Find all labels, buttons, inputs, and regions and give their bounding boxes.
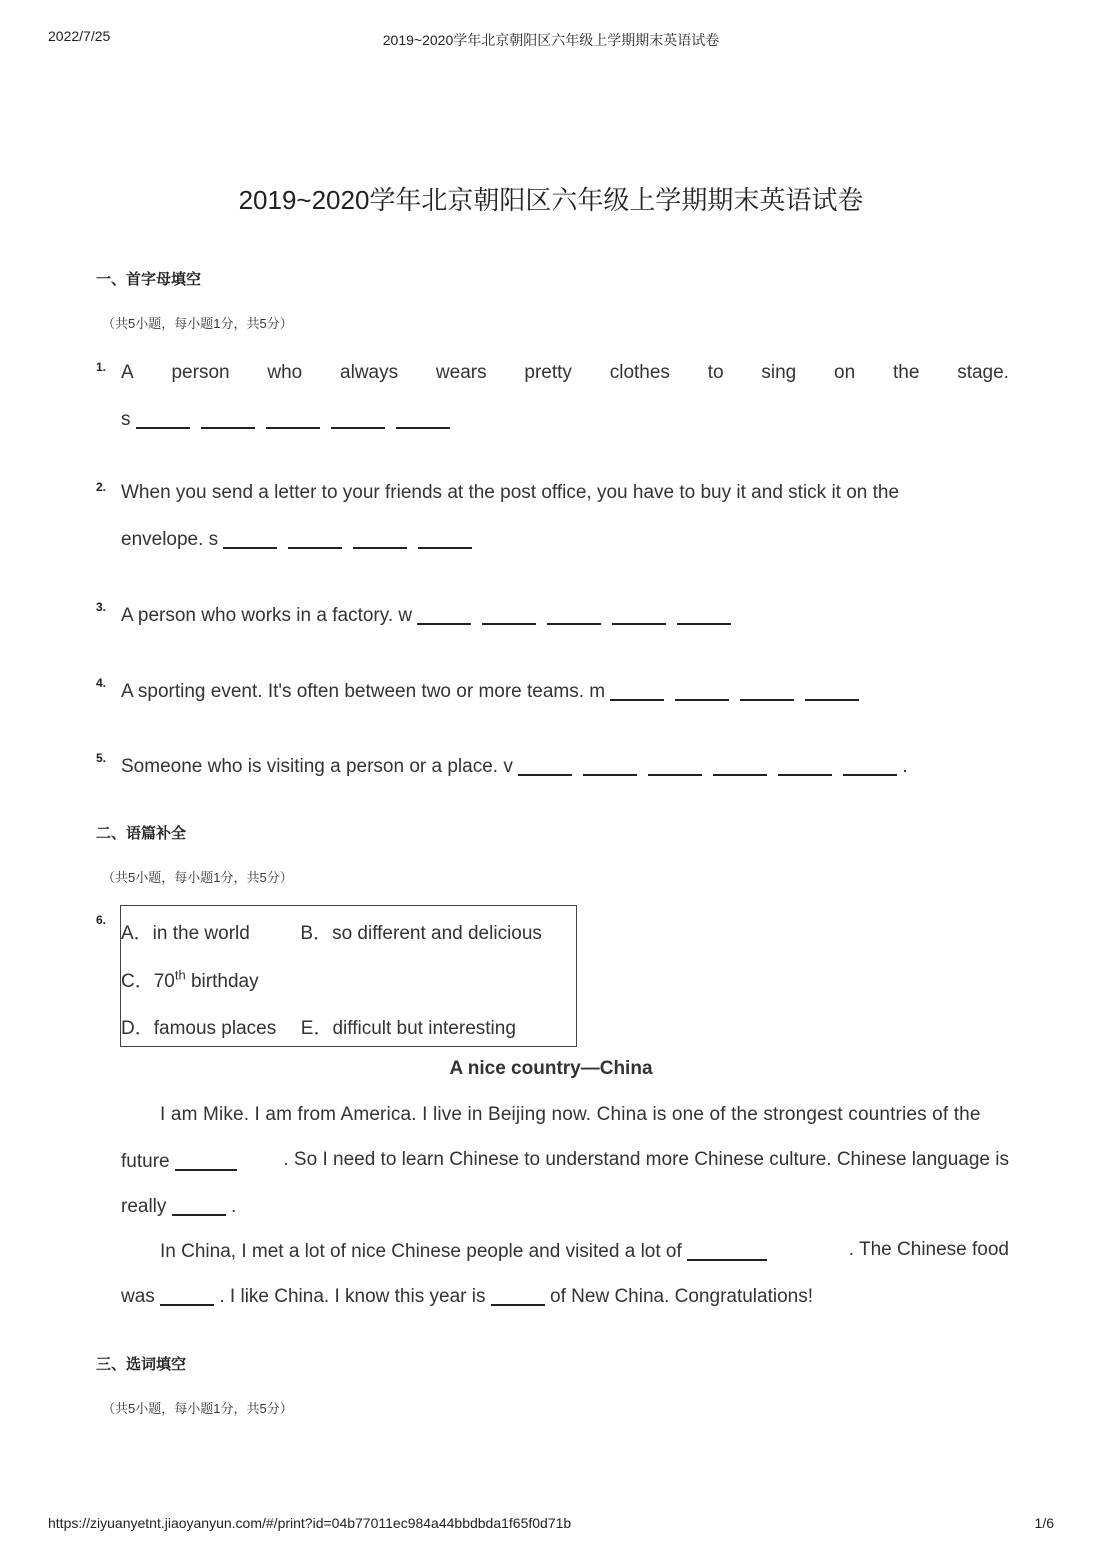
answer-blank[interactable] [612,603,666,625]
q1-line2 [121,407,450,431]
q2-line2 [121,527,472,551]
answer-blank[interactable] [713,754,767,776]
q1-word: clothes [609,362,670,383]
answer-blank[interactable] [136,407,190,429]
passage-text: . The Chinese food [848,1239,1009,1260]
q5-tail: . [902,756,908,777]
q5-text: Someone who is visiting a person or a place. v [121,756,513,777]
q5-line [121,754,908,778]
q1-word: who [267,362,303,383]
footer-page-number: 1/6 [1034,1515,1054,1531]
answer-blank[interactable] [547,603,601,625]
answer-blank[interactable] [201,407,255,429]
option-c: C．70th birthday [121,967,259,992]
answer-blank[interactable] [583,754,637,776]
section3-heading: 三、选词填空 [96,1356,187,1373]
answer-blank[interactable] [610,679,664,701]
answer-blank[interactable] [418,527,472,549]
answer-blank[interactable] [223,527,277,549]
q4-line [121,679,859,703]
answer-blank[interactable] [675,679,729,701]
page-title: 2019~2020学年北京朝阳区六年级上学期期末英语试卷 [238,185,864,215]
section2-heading: 二、语篇补全 [96,825,187,842]
section1-note: （共5小题，每小题1分，共5分） [102,316,293,331]
question-number: 4. [96,676,107,690]
q1-word: to [707,362,724,383]
options-row-3 [121,1013,516,1040]
q1-word: the [892,362,920,383]
answer-blank[interactable] [687,1239,767,1261]
passage-text: . So I need to learn Chinese to understand more Chinese culture. Chinese language is [283,1149,1009,1170]
passage-line [121,1284,1009,1308]
q1-line1 [121,362,1009,384]
answer-blank[interactable] [805,679,859,701]
q1-word: wears [435,362,487,383]
q2-initial: envelope. s [121,529,219,550]
section1-heading: 一、首字母填空 [96,271,202,288]
options-row-1 [121,918,542,945]
passage-text: . [230,1196,237,1217]
q2-line1: When you send a letter to your friends at the post office, you have to buy it and stick it on the [121,482,900,503]
header-date: 2022/7/25 [48,28,111,44]
option-b: B．so different and delicious [300,923,542,944]
question-number: 6. [96,913,107,927]
passage-text: In China, I met a lot of nice Chinese people and visited a lot of [160,1241,682,1262]
q1-word: sing [761,362,797,383]
passage-text: I am Mike. I am from America. I live in Beijing now. China is one of the strongest countries of the [160,1104,981,1125]
answer-blank[interactable] [172,1194,226,1216]
answer-blank[interactable] [288,527,342,549]
passage-line [160,1239,1009,1263]
answer-blank[interactable] [648,754,702,776]
passage-text: . I like China. I know this year is [219,1286,486,1307]
passage-text: really [121,1196,167,1217]
answer-blank[interactable] [778,754,832,776]
section2-note: （共5小题，每小题1分，共5分） [102,870,293,885]
q4-text: A sporting event. It's often between two or more teams. m [121,681,606,702]
answer-blank[interactable] [417,603,471,625]
passage-text: was [121,1286,155,1307]
q1-initial: s [121,409,131,430]
q1-word: on [834,362,856,383]
passage-line [160,1104,1009,1126]
q1-word: person [171,362,230,383]
option-d: D．famous places [121,1018,277,1039]
question-number: 5. [96,751,107,765]
passage-line [121,1194,1009,1218]
question-number: 1. [96,360,107,374]
passage-title: A nice country—China [449,1058,653,1079]
section3-note: （共5小题，每小题1分，共5分） [102,1401,293,1416]
header-title: 2019~2020学年北京朝阳区六年级上学期期末英语试卷 [382,32,720,48]
q3-line [121,603,731,627]
q1-word: stage. [957,362,1009,383]
answer-blank[interactable] [843,754,897,776]
answer-blank[interactable] [353,527,407,549]
passage-text: of New China. Congratulations! [550,1286,814,1307]
q1-word: always [340,362,399,383]
answer-blank[interactable] [491,1284,545,1306]
answer-blank[interactable] [518,754,572,776]
option-a: A．in the world [121,923,250,944]
q1-word: A [121,362,134,383]
answer-blank[interactable] [331,407,385,429]
q1-word: pretty [524,362,572,383]
answer-blank[interactable] [160,1284,214,1306]
answer-blank[interactable] [175,1149,237,1171]
answer-blank[interactable] [740,679,794,701]
question-number: 3. [96,600,107,614]
option-e: E．difficult but interesting [300,1018,516,1039]
question-number: 2. [96,480,107,494]
answer-blank[interactable] [677,603,731,625]
q3-text: A person who works in a factory. w [121,605,413,626]
answer-blank[interactable] [482,603,536,625]
answer-blank[interactable] [266,407,320,429]
passage-line [121,1149,1009,1173]
answer-blank[interactable] [396,407,450,429]
passage-text: future [121,1151,170,1172]
options-box [120,905,577,1047]
footer-url: https://ziyuanyetnt.jiaoyanyun.com/#/print?id=04b77011ec984a44bbdbda1f65f0d71b [48,1515,572,1531]
